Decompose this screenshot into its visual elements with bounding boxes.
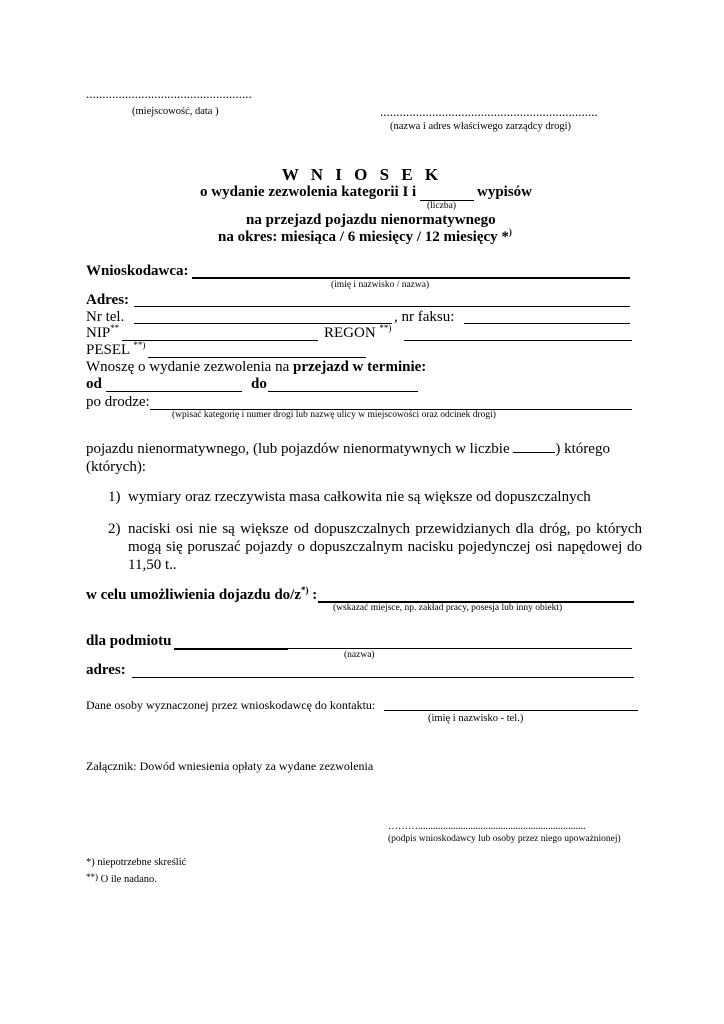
entity-sublabel: (nazwa) <box>344 650 375 660</box>
road-sublabel: (wpisać kategorię i numer drogi lub nazwę ulicy w miejscowości oraz odcinek drogi) <box>172 410 496 420</box>
title-line1-b: wypisów <box>477 184 533 200</box>
road-admin-dots: ................................................................... <box>380 104 598 119</box>
address-field[interactable] <box>134 306 630 307</box>
attachment-text: Załącznik: Dowód wniesienia opłaty za wydane zezwolenia <box>86 759 374 773</box>
place-date-dots: ................................................... <box>86 86 252 101</box>
vehicle-line2: (których): <box>86 459 146 475</box>
request-line-a: Wnoszę o wydanie zezwolenia na <box>86 359 293 375</box>
nip-label-text: NIP <box>86 325 111 341</box>
to-date-field[interactable] <box>268 391 418 392</box>
address-label: Adres: <box>86 292 130 308</box>
pesel-label <box>86 342 145 359</box>
phone-field[interactable] <box>134 323 392 324</box>
contact-sublabel: (imię i nazwisko - tel.) <box>428 713 524 724</box>
purpose-sup: *) <box>301 585 309 595</box>
nip-label <box>86 325 119 342</box>
place-date-label: (miejscowość, data ) <box>132 106 219 117</box>
purpose-sublabel: (wskazać miejsce, np. zakład pracy, posesja lub inny obiekt) <box>333 603 563 613</box>
pesel-label-text: PESEL <box>86 342 130 358</box>
title-line3-text: na okres: miesiąca / 6 miesięcy / 12 miesięcy * <box>218 229 509 245</box>
title-line3 <box>218 229 512 246</box>
applicant-label: Wnioskodawca: <box>86 263 189 279</box>
footnote-1: *) niepotrzebne skreślić <box>86 857 187 868</box>
title-line2: na przejazd pojazdu nienormatywnego <box>246 212 496 228</box>
purpose-colon: : <box>308 587 318 603</box>
footnote-2-sup: **) <box>86 872 98 882</box>
fax-label: , nr faksu: <box>394 309 455 325</box>
title-line3-sup: ) <box>508 227 512 237</box>
pesel-sup: **) <box>133 340 146 350</box>
contact-label: Dane osoby wyznaczonej przez wnioskodawcę do kontaktu: <box>86 698 376 712</box>
signature-dots: ………................................................................... <box>388 821 586 832</box>
entity-label: dla podmiotu <box>86 633 172 649</box>
entity-address-label: adres: <box>86 662 126 678</box>
request-line <box>86 359 426 376</box>
nip-field[interactable] <box>122 340 318 341</box>
to-label: do <box>251 376 267 392</box>
regon-label-text: REGON <box>324 325 376 341</box>
condition-1-num: 1) <box>108 489 121 505</box>
request-line-b: przejazd w terminie: <box>293 359 427 375</box>
entity-name-field-a[interactable] <box>174 648 288 650</box>
footnote-2 <box>86 874 157 885</box>
nip-sup: ** <box>110 323 120 333</box>
condition-1-text: wymiary oraz rzeczywista masa całkowita nie są większe od dopuszczalnych <box>128 489 591 505</box>
fax-field[interactable] <box>464 323 630 324</box>
vehicle-line1 <box>86 440 632 459</box>
signature-label: (podpis wnioskodawcy lub osoby przez niego upoważnionej) <box>388 834 621 844</box>
permit-count-sublabel: (liczba) <box>427 201 457 211</box>
pesel-field[interactable] <box>148 357 366 358</box>
vehicle-line1-b: ) którego <box>555 441 610 457</box>
phone-label: Nr tel. <box>86 309 125 325</box>
regon-field[interactable] <box>404 340 632 341</box>
footnote-2-text: O ile nadano. <box>98 874 157 885</box>
road-admin-label: (nazwa i adres właściwego zarządcy drogi) <box>390 121 572 132</box>
condition-2-line2: mogą się poruszać pojazdy o dopuszczalnym nacisku pojedynczej osi napędowej do <box>128 539 642 555</box>
applicant-name-field[interactable] <box>192 277 630 279</box>
from-date-field[interactable] <box>106 391 242 392</box>
condition-2-line1: naciski osi nie są większe od dopuszczalnych przewidzianych dla dróg, po których <box>128 521 642 537</box>
purpose-label <box>86 587 317 604</box>
regon-label <box>324 325 391 342</box>
condition-2-num: 2) <box>108 521 121 537</box>
document-title: W N I O S E K <box>281 165 443 184</box>
from-label: od <box>86 376 102 392</box>
condition-2-line3: 11,50 t.. <box>128 557 177 573</box>
purpose-label-text: w celu umożliwienia dojazdu do/z <box>86 587 302 603</box>
applicant-sublabel: (imię i nazwisko / nazwa) <box>331 280 430 290</box>
road-label: po drodze: <box>86 394 150 410</box>
vehicle-count-field[interactable] <box>513 440 555 453</box>
title-line1-a: o wydanie zezwolenia kategorii I i <box>200 184 417 200</box>
entity-address-field[interactable] <box>132 677 634 678</box>
entity-name-field-b[interactable] <box>288 648 632 649</box>
contact-field[interactable] <box>384 710 638 711</box>
regon-sup: **) <box>379 323 392 333</box>
vehicle-line1-a: pojazdu nienormatywnego, (lub pojazdów nienormatywnych w liczbie <box>86 441 510 457</box>
